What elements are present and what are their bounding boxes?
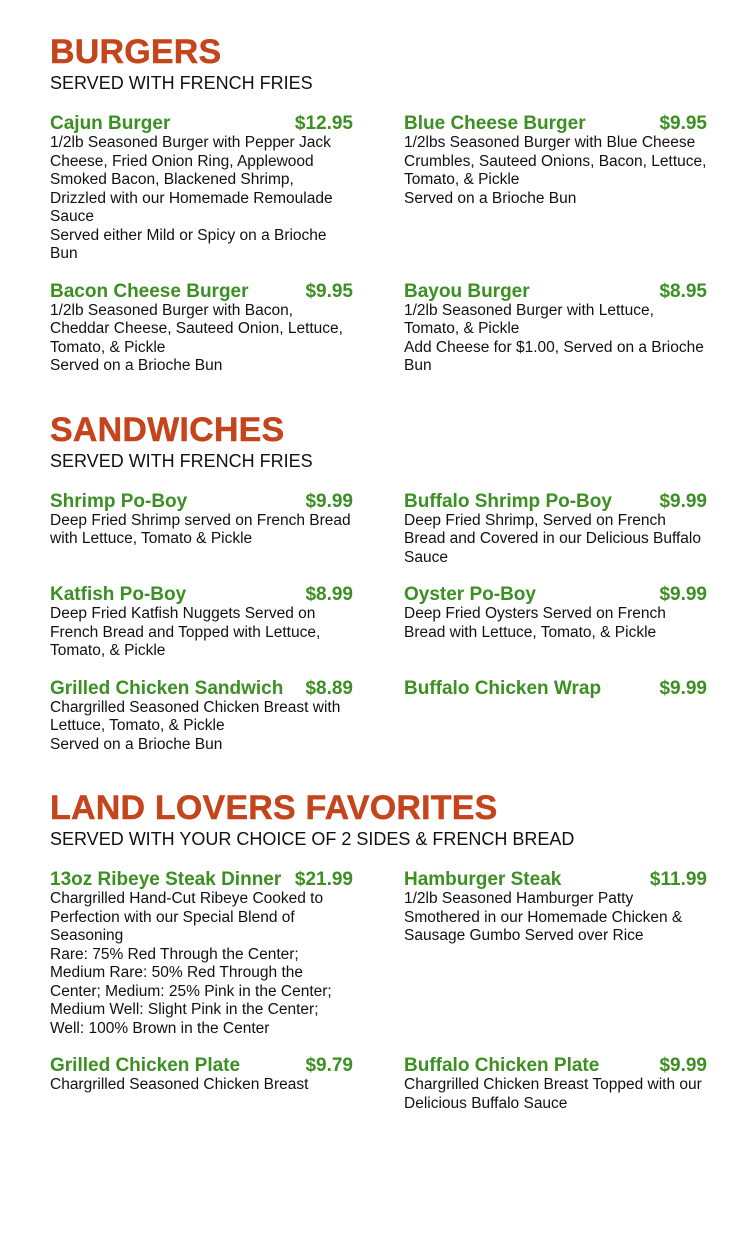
menu-item bbox=[404, 679, 707, 755]
menu-item-description: Deep Fried Shrimp, Served on French Bread and Covered in our Delicious Buffalo Sauce bbox=[404, 511, 701, 566]
menu-item bbox=[404, 870, 707, 1038]
menu-items-grid bbox=[50, 114, 710, 376]
menu-page bbox=[50, 32, 710, 1147]
menu-item-price: $9.99 bbox=[659, 584, 707, 605]
menu-item-name: Buffalo Chicken Plate bbox=[404, 1055, 600, 1076]
section-subtitle: SERVED WITH YOUR CHOICE OF 2 SIDES & FRENCH BREAD bbox=[50, 829, 575, 849]
menu-item-header bbox=[50, 679, 353, 699]
menu-item-price: $8.89 bbox=[305, 677, 353, 699]
menu-item-header bbox=[404, 492, 707, 512]
menu-item-name: Bacon Cheese Burger bbox=[50, 280, 249, 302]
menu-item-price: $9.95 bbox=[305, 280, 353, 302]
menu-item-name: Shrimp Po-Boy bbox=[50, 490, 188, 512]
menu-item-name: Grilled Chicken Sandwich bbox=[50, 677, 284, 699]
menu-item-price: $12.95 bbox=[294, 113, 353, 134]
menu-items-grid bbox=[50, 492, 710, 755]
menu-item-name: Blue Cheese Burger bbox=[404, 113, 586, 134]
section-subtitle: SERVED WITH FRENCH FRIES bbox=[50, 450, 313, 471]
section-title: SANDWICHES bbox=[50, 410, 285, 449]
menu-item-name: 13oz Ribeye Steak Dinner bbox=[50, 869, 282, 890]
section-title: BURGERS bbox=[50, 33, 222, 71]
menu-item-description: 1/2lb Seasoned Burger with Lettuce, Tomato, & Pickle Add Cheese for $1.00, Served on a Brioche Bun bbox=[404, 301, 704, 374]
menu-item bbox=[50, 114, 353, 264]
menu-item-description: Deep Fried Shrimp served on French Bread with Lettuce, Tomato & Pickle bbox=[50, 511, 351, 547]
menu-item bbox=[404, 282, 707, 376]
menu-item-description: 1/2lb Seasoned Burger with Pepper Jack Cheese, Fried Onion Ring, Applewood Smoked Bacon, Blackened Shrimp, Drizzled with our Homemade Remoulade Sauce Served either Mild or Spicy on a Brioche Bun bbox=[50, 134, 333, 262]
menu-items-grid bbox=[50, 870, 710, 1113]
menu-item-description: 1/2lbs Seasoned Burger with Blue Cheese Crumbles, Sauteed Onions, Bacon, Lettuce, Tomato, & Pickle Served on a Brioche Bun bbox=[404, 134, 707, 207]
section-title: LAND LOVERS FAVORITES bbox=[50, 789, 498, 827]
menu-item-name: Katfish Po-Boy bbox=[50, 584, 187, 605]
menu-item-header bbox=[50, 114, 353, 134]
menu-item-description: Chargrilled Hand-Cut Ribeye Cooked to Perfection with our Special Blend of Seasoning Rare: 75% Red Through the Center; Medium Rare: 50% Red Through the Center; Medium: 25% Pink in the Center; Medium Well: Slight Pink in the Center; Well: 100% Brown in the Center bbox=[50, 890, 332, 1037]
menu-item-price: $9.99 bbox=[659, 1055, 707, 1076]
menu-item bbox=[50, 492, 353, 568]
menu-item bbox=[50, 870, 353, 1038]
menu-item-price: $11.99 bbox=[649, 869, 707, 890]
menu-item-header bbox=[50, 282, 353, 302]
menu-item bbox=[50, 679, 353, 755]
menu-section bbox=[50, 788, 710, 1113]
menu-item-header bbox=[404, 114, 707, 134]
menu-item-price: $9.79 bbox=[305, 1055, 353, 1076]
menu-item-header bbox=[50, 492, 353, 512]
menu-item-header bbox=[50, 870, 353, 890]
menu-item-name: Cajun Burger bbox=[50, 113, 171, 134]
menu-item bbox=[404, 1056, 707, 1113]
menu-item bbox=[50, 585, 353, 661]
menu-item-name: Buffalo Chicken Wrap bbox=[404, 677, 602, 699]
menu-item bbox=[50, 1056, 353, 1113]
menu-item-header bbox=[404, 870, 707, 890]
menu-item-price: $9.95 bbox=[659, 113, 707, 134]
menu-item-header bbox=[50, 585, 353, 605]
menu-item-price: $9.99 bbox=[305, 490, 353, 512]
menu-item-description: Deep Fried Katfish Nuggets Served on French Bread and Topped with Lettuce, Tomato, & Pickle bbox=[50, 605, 321, 659]
menu-item bbox=[404, 492, 707, 568]
menu-item-header bbox=[404, 282, 707, 302]
menu-item-description: Chargrilled Seasoned Chicken Breast with Lettuce, Tomato, & Pickle Served on a Brioche Bun bbox=[50, 698, 341, 753]
menu-item-header bbox=[404, 679, 707, 699]
menu-item bbox=[50, 282, 353, 376]
menu-item-header bbox=[404, 585, 707, 605]
menu-section bbox=[50, 410, 710, 755]
menu-item-name: Hamburger Steak bbox=[404, 869, 562, 890]
menu-item-name: Grilled Chicken Plate bbox=[50, 1055, 241, 1076]
menu-item-price: $21.99 bbox=[294, 869, 353, 890]
menu-item-description: Deep Fried Oysters Served on French Bread with Lettuce, Tomato, & Pickle bbox=[404, 605, 666, 641]
menu-item-name: Oyster Po-Boy bbox=[404, 584, 536, 605]
menu-item-header bbox=[404, 1056, 707, 1076]
menu-item-header bbox=[50, 1056, 353, 1076]
menu-item-price: $9.99 bbox=[659, 490, 707, 512]
menu-item-description: Chargrilled Chicken Breast Topped with our Delicious Buffalo Sauce bbox=[404, 1076, 702, 1112]
menu-item-price: $9.99 bbox=[659, 677, 707, 699]
menu-item-description: 1/2lb Seasoned Hamburger Patty Smothered in our Homemade Chicken & Sausage Gumbo Served over Rice bbox=[404, 890, 683, 944]
menu-item-price: $8.99 bbox=[305, 584, 353, 605]
menu-item-name: Bayou Burger bbox=[404, 280, 530, 302]
menu-item bbox=[404, 114, 707, 264]
menu-item bbox=[404, 585, 707, 661]
section-subtitle: SERVED WITH FRENCH FRIES bbox=[50, 73, 313, 93]
menu-item-price: $8.95 bbox=[659, 280, 707, 302]
menu-item-description: 1/2lb Seasoned Burger with Bacon, Cheddar Cheese, Sauteed Onion, Lettuce, Tomato, & Pickle Served on a Brioche Bun bbox=[50, 301, 343, 374]
menu-item-name: Buffalo Shrimp Po-Boy bbox=[404, 490, 612, 512]
menu-item-description: Chargrilled Seasoned Chicken Breast bbox=[50, 1076, 309, 1093]
menu-section bbox=[50, 32, 710, 376]
